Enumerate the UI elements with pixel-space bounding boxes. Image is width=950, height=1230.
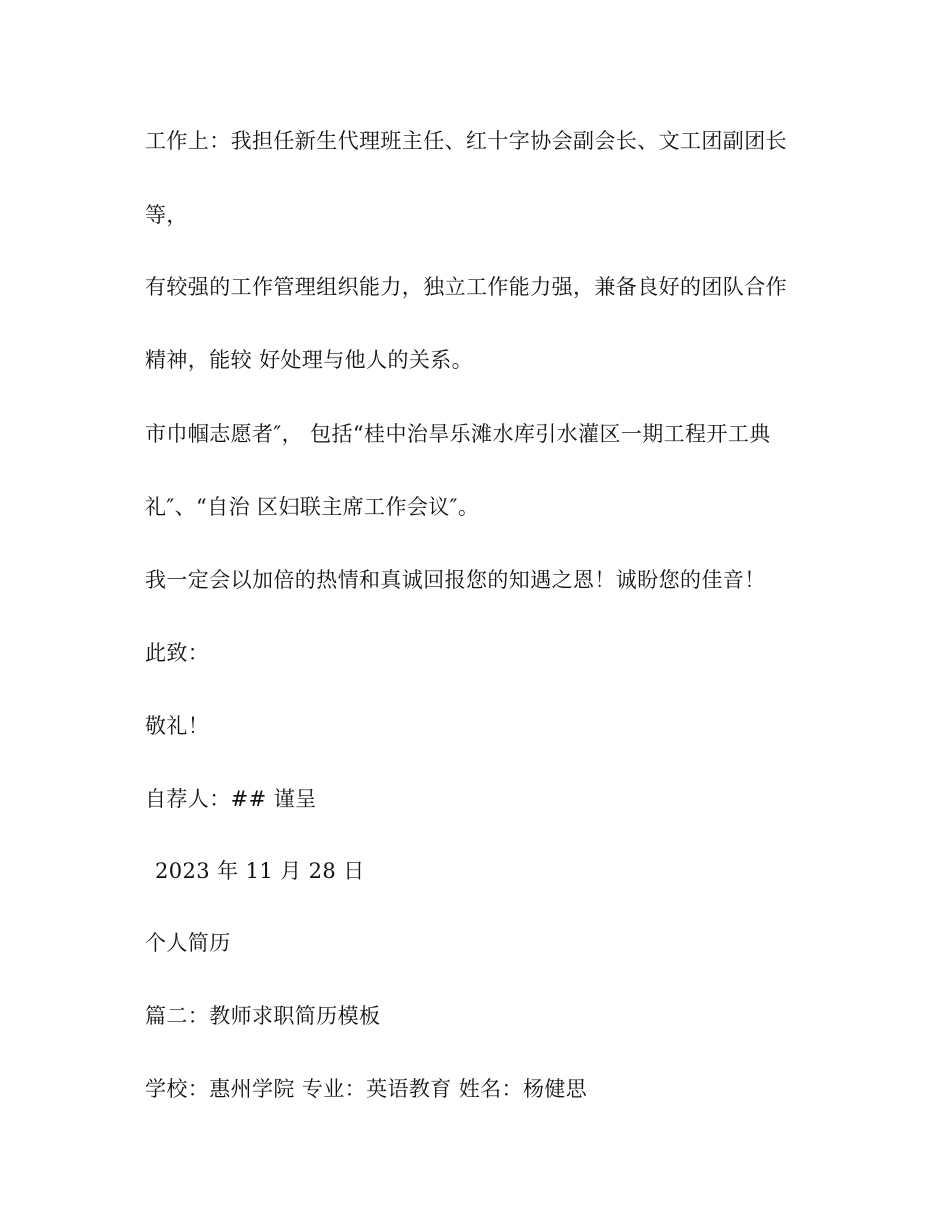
section-heading-resume: 个人简历 [145,931,231,955]
text-line-personal-info: 学校：惠州学院 专业：英语教育 姓名：杨健思 [145,1077,588,1101]
text-line-salutation: 此致： [145,641,210,665]
text-line-signature: 自荐人：## 谨呈 [145,787,317,811]
text-line-work-duties-cont: 等， [145,203,188,227]
text-line-regards: 敬礼！ [145,714,210,738]
text-line-abilities-cont: 精神，能较 好处理与他人的关系。 [145,348,474,372]
text-line-volunteer: 市巾帼志愿者″， 包括“桂中治旱乐滩水库引水灌区一期工程开工典 [145,422,771,446]
text-line-work-duties: 工作上：我担任新生代理班主任、红十字协会副会长、文工团副团长 [145,129,787,153]
text-line-volunteer-cont: 礼″、“自治 区妇联主席工作会议″。 [145,495,480,519]
section-heading-template: 篇二：教师求职简历模板 [145,1004,381,1028]
text-line-closing-statement: 我一定会以加倍的热情和真诚回报您的知遇之恩！诚盼您的佳音！ [145,568,766,592]
text-line-abilities: 有较强的工作管理组织能力，独立工作能力强，兼备良好的团队合作 [145,275,787,299]
text-line-date: 2023 年 11 月 28 日 [155,859,365,883]
